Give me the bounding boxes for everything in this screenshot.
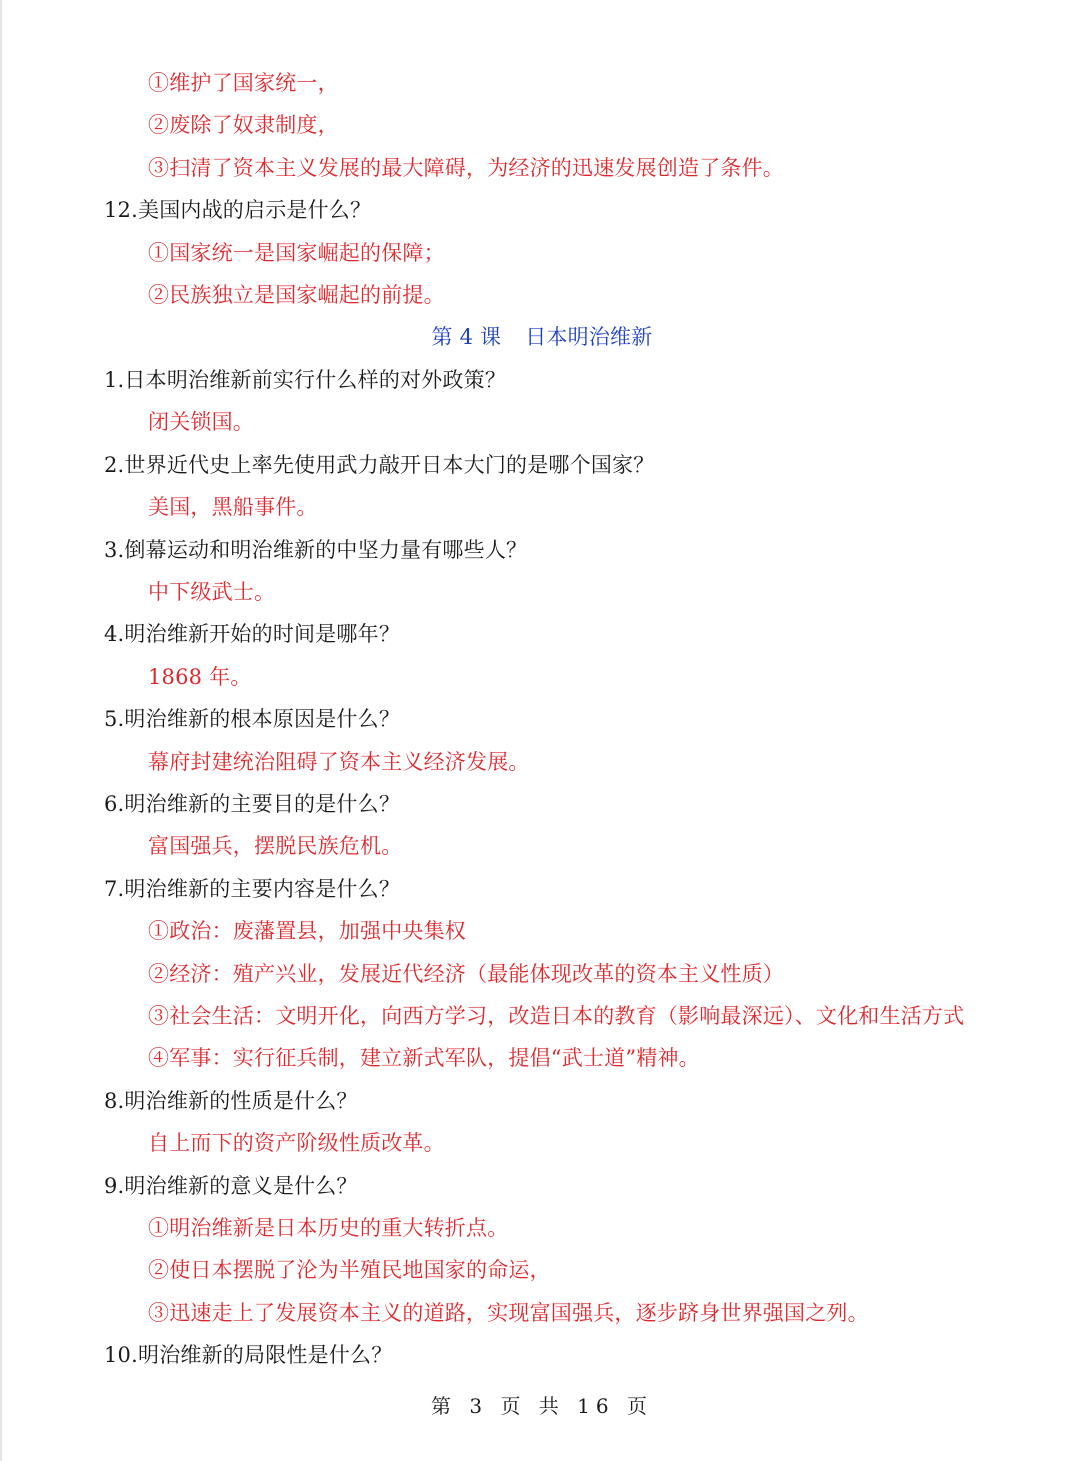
answer-text: ③扫清了资本主义发展的最大障碍，为经济的迅速发展创造了条件。 bbox=[148, 155, 784, 180]
answer-text: 富国强兵，摆脱民族危机。 bbox=[148, 834, 403, 859]
answer-text: ②使日本摆脱了沦为半殖民地国家的命运， bbox=[148, 1258, 551, 1283]
lesson-name: 日本明治维新 bbox=[525, 325, 653, 349]
lesson-number: 第 4 课 bbox=[431, 325, 502, 349]
question-text: 4.明治维新开始的时间是哪年？ bbox=[104, 622, 401, 647]
answer-text: ①政治：废藩置县，加强中央集权 bbox=[148, 919, 466, 944]
answer-text: ②经济：殖产兴业，发展近代经济（最能体现改革的资本主义性质） bbox=[148, 961, 784, 986]
answer-text: ①明治维新是日本历史的重大转折点。 bbox=[148, 1216, 509, 1240]
question-text: 1.日本明治维新前实行什么样的对外政策？ bbox=[104, 368, 507, 392]
answer-text: 闭关锁国。 bbox=[148, 410, 254, 435]
answer-text: 1868 年。 bbox=[148, 664, 252, 689]
answer-text: 美国，黑船事件。 bbox=[148, 495, 318, 520]
question-text: 5.明治维新的根本原因是什么？ bbox=[104, 707, 401, 732]
question-text: 7.明治维新的主要内容是什么？ bbox=[104, 876, 401, 901]
answer-text: ①维护了国家统一， bbox=[148, 71, 339, 95]
answer-text: ②废除了奴隶制度， bbox=[148, 113, 339, 138]
question-text: 10.明治维新的局限性是什么？ bbox=[104, 1343, 393, 1368]
answer-text: ①国家统一是国家崛起的保障； bbox=[148, 240, 445, 265]
question-text: 12.美国内战的启示是什么？ bbox=[104, 198, 372, 223]
question-text: 9.明治维新的意义是什么？ bbox=[104, 1173, 358, 1198]
answer-text: 幕府封建统治阻碍了资本主义经济发展。 bbox=[148, 749, 530, 774]
answer-text: ②民族独立是国家崛起的前提。 bbox=[148, 283, 445, 307]
question-text: 8.明治维新的性质是什么？ bbox=[104, 1088, 358, 1113]
question-text: 3.倒幕运动和明治维新的中坚力量有哪些人？ bbox=[104, 537, 528, 562]
question-text: 2.世界近代史上率先使用武力敲开日本大门的是哪个国家？ bbox=[104, 452, 655, 477]
page-footer: 第 3 页 共 16 页 bbox=[431, 1394, 653, 1418]
answer-text: 中下级武士。 bbox=[148, 580, 276, 604]
answer-text: 自上而下的资产阶级性质改革。 bbox=[148, 1131, 445, 1156]
lesson-title bbox=[2, 322, 1080, 352]
question-text: 6.明治维新的主要目的是什么？ bbox=[104, 792, 401, 816]
answer-text: ④军事：实行征兵制，建立新式军队，提倡“武士道”精神。 bbox=[148, 1046, 700, 1071]
answer-text: ③社会生活：文明开化，向西方学习，改造日本的教育（影响最深远）、文化和生活方式 bbox=[148, 1004, 965, 1028]
answer-text: ③迅速走上了发展资本主义的道路，实现富国强兵，逐步跻身世界强国之列。 bbox=[148, 1300, 869, 1325]
